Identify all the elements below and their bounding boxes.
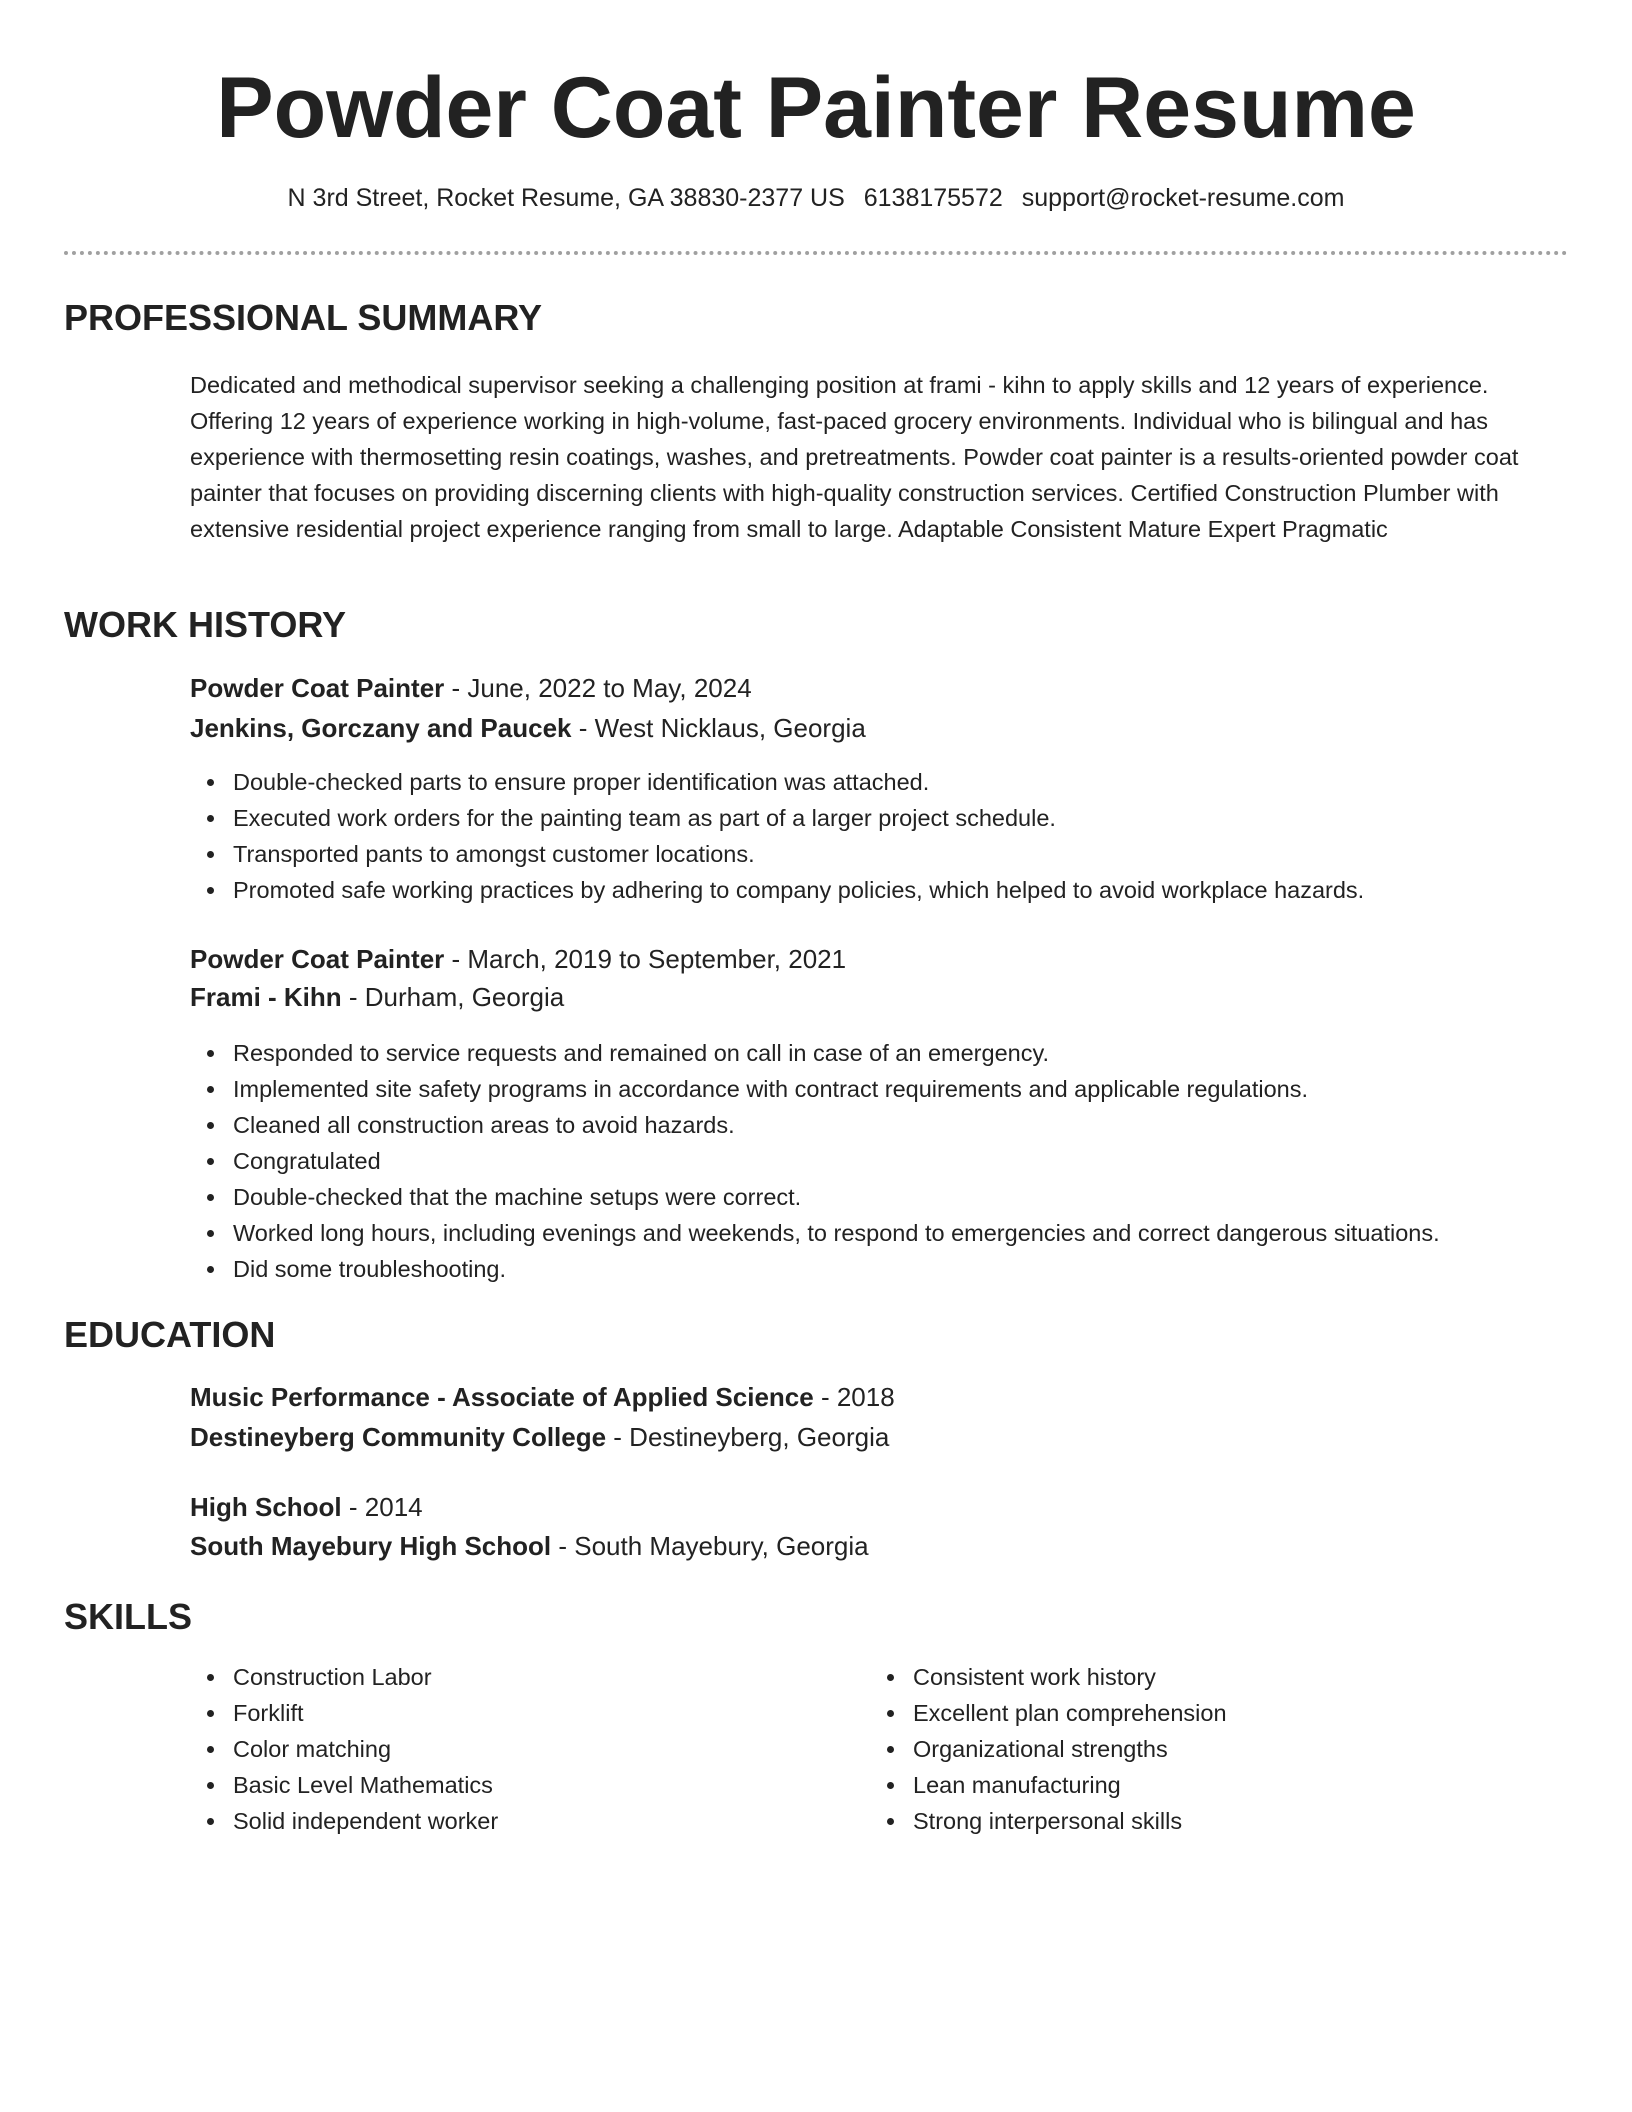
summary-text: Dedicated and methodical supervisor seeking a challenging position at frami - kihn to apply skills and 12 years of experience. Offering 12 years of experience working in high-volume, fast-paced grocery environments. Individual who is bilingual and has experience with thermosetting resin coatings, washes, and pretreatments. Powder coat painter is a results-oriented powder coat painter that focuses on providing discerning clients with high-quality construction services. Certified Construction Plumber with extensive residential project experience ranging from small to large. Adaptable Consistent Mature Expert Pragmatic [190, 372, 1519, 542]
education-degree: Music Performance - Associate of Applied Science [190, 1382, 814, 1412]
skill-item: Construction Labor [190, 1659, 498, 1695]
education-school: South Mayebury High School [190, 1531, 552, 1561]
education-degree: High School [190, 1492, 342, 1522]
list-item: Promoted safe working practices by adhering to company policies, which helped to avoid workplace hazards. [190, 872, 1364, 908]
resume-title: Powder Coat Painter Resume [216, 60, 1416, 156]
contact-line [0, 183, 1632, 213]
work-location: - West Nicklaus, Georgia [571, 713, 866, 743]
contact-address: N 3rd Street, Rocket Resume, GA 38830-2377 US [287, 184, 845, 212]
education-school-line [190, 1529, 869, 1563]
work-role-line [190, 671, 752, 705]
skills-list-right [870, 1659, 1227, 1839]
education-degree-line [190, 1490, 423, 1524]
list-item: Worked long hours, including evenings and weekends, to respond to emergencies and correct dangerous situations. [190, 1215, 1440, 1251]
work-role-line [190, 942, 846, 976]
skill-item: Solid independent worker [190, 1803, 498, 1839]
skill-item: Lean manufacturing [870, 1767, 1227, 1803]
education-year: - 2014 [341, 1492, 423, 1522]
education-location: - Destineyberg, Georgia [606, 1422, 890, 1452]
contact-email: support@rocket-resume.com [1021, 184, 1345, 212]
skill-item: Forklift [190, 1695, 498, 1731]
list-item: Did some troubleshooting. [190, 1251, 1440, 1287]
list-item: Transported pants to amongst customer locations. [190, 836, 1364, 872]
list-item: Cleaned all construction areas to avoid hazards. [190, 1107, 1440, 1143]
skills-list-left [190, 1659, 498, 1839]
list-item: Responded to service requests and remained on call in case of an emergency. [190, 1035, 1440, 1071]
list-item: Executed work orders for the painting team as part of a larger project schedule. [190, 800, 1364, 836]
education-school-line [190, 1420, 889, 1454]
work-dates: - March, 2019 to September, 2021 [444, 944, 847, 974]
section-title-skills: SKILLS [64, 1596, 193, 1637]
skill-item: Color matching [190, 1731, 498, 1767]
skill-item: Consistent work history [870, 1659, 1227, 1695]
section-title-summary: PROFESSIONAL SUMMARY [64, 297, 543, 338]
skill-item: Organizational strengths [870, 1731, 1227, 1767]
contact-phone: 6138175572 [863, 184, 1003, 212]
list-item: Double-checked that the machine setups were correct. [190, 1179, 1440, 1215]
section-title-work: WORK HISTORY [64, 604, 347, 645]
work-role: Powder Coat Painter [190, 944, 445, 974]
work-company: Jenkins, Gorczany and Paucek [190, 713, 572, 743]
education-degree-line [190, 1380, 895, 1414]
work-role: Powder Coat Painter [190, 673, 445, 703]
education-year: - 2018 [813, 1382, 895, 1412]
education-school: Destineyberg Community College [190, 1422, 607, 1452]
work-bullets [190, 764, 1364, 908]
skill-item: Basic Level Mathematics [190, 1767, 498, 1803]
work-location: - Durham, Georgia [341, 982, 565, 1012]
section-title-education: EDUCATION [64, 1314, 276, 1355]
skill-item: Strong interpersonal skills [870, 1803, 1227, 1839]
list-item: Double-checked parts to ensure proper identification was attached. [190, 764, 1364, 800]
list-item: Implemented site safety programs in accordance with contract requirements and applicable regulations. [190, 1071, 1440, 1107]
work-company-line [190, 711, 866, 745]
work-company: Frami - Kihn [190, 982, 342, 1012]
resume-header [64, 0, 1568, 158]
work-bullets [190, 1035, 1440, 1287]
work-company-line [190, 980, 564, 1014]
education-location: - South Mayebury, Georgia [551, 1531, 869, 1561]
list-item: Congratulated [190, 1143, 1440, 1179]
skill-item: Excellent plan comprehension [870, 1695, 1227, 1731]
header-divider [64, 251, 1568, 255]
work-dates: - June, 2022 to May, 2024 [444, 673, 752, 703]
